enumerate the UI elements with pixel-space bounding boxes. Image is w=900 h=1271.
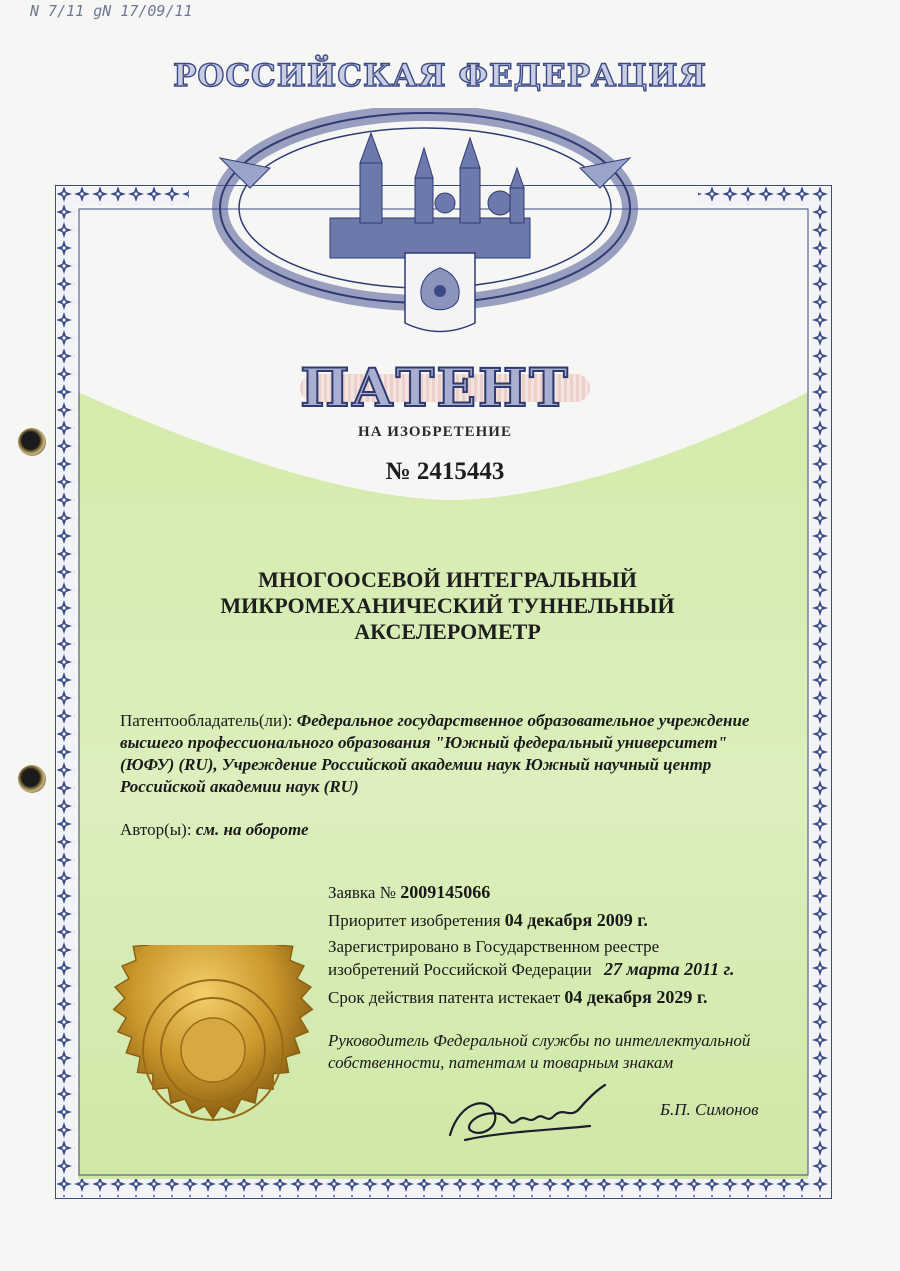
signer-name: Б.П. Симонов bbox=[660, 1100, 759, 1119]
binder-hole-bottom bbox=[18, 765, 46, 793]
authors-label: Автор(ы): bbox=[120, 820, 192, 839]
registered-line-1: Зарегистрировано в Государственном реестре bbox=[328, 937, 660, 956]
registered-date: 27 марта 2011 г. bbox=[604, 959, 735, 979]
holder-label: Патентообладатель(ли): bbox=[120, 711, 293, 730]
country-name: РОССИЙСКАЯ ФЕДЕРАЦИЯ bbox=[173, 58, 707, 94]
authors bbox=[120, 820, 620, 840]
holder-value: Федеральное государственное образовательное учреждение высшего профессионального образования "Южный федеральный университет" (ЮФУ) (RU), Учреждение Российской академии наук Южный научный центр Российской академии наук (RU) bbox=[120, 711, 750, 796]
registered-label: изобретений Российской Федерации bbox=[328, 960, 592, 979]
gold-seal-icon bbox=[108, 945, 318, 1155]
authors-value: см. на обороте bbox=[195, 820, 309, 839]
patent-holder bbox=[120, 710, 770, 798]
patent-number: № 2415443 bbox=[385, 458, 505, 485]
director-title: Руководитель Федеральной службы по интеллектуальной собственности, патентам и товарным знакам bbox=[328, 1031, 751, 1072]
application-label: Заявка № bbox=[328, 883, 396, 902]
kremlin-emblem-icon bbox=[210, 108, 640, 348]
coat-of-arms-icon bbox=[405, 253, 475, 332]
priority-label: Приоритет изобретения bbox=[328, 911, 501, 930]
registered-row bbox=[328, 959, 735, 980]
invention-title-line: МНОГООСЕВОЙ ИНТЕГРАЛЬНЫЙ bbox=[258, 567, 637, 592]
priority-row bbox=[328, 910, 648, 931]
expiry-date: 04 декабря 2029 г. bbox=[564, 987, 708, 1007]
priority-date: 04 декабря 2009 г. bbox=[504, 910, 648, 930]
expiry-label: Срок действия патента истекает bbox=[328, 988, 561, 1007]
handwritten-note: N 7/11 gN 17/09/11 bbox=[30, 2, 193, 20]
invention-title-line: МИКРОМЕХАНИЧЕСКИЙ ТУННЕЛЬНЫЙ bbox=[220, 593, 675, 618]
application-number: 2009145066 bbox=[400, 882, 491, 902]
expiry-row bbox=[328, 987, 708, 1008]
application-row bbox=[328, 882, 490, 903]
invention-title bbox=[150, 567, 745, 645]
signature-icon bbox=[440, 1080, 610, 1150]
patent-subtitle: НА ИЗОБРЕТЕНИЕ bbox=[358, 424, 512, 440]
invention-title-line: АКСЕЛЕРОМЕТР bbox=[354, 619, 541, 644]
patent-title: ПАТЕНТ bbox=[300, 358, 570, 419]
